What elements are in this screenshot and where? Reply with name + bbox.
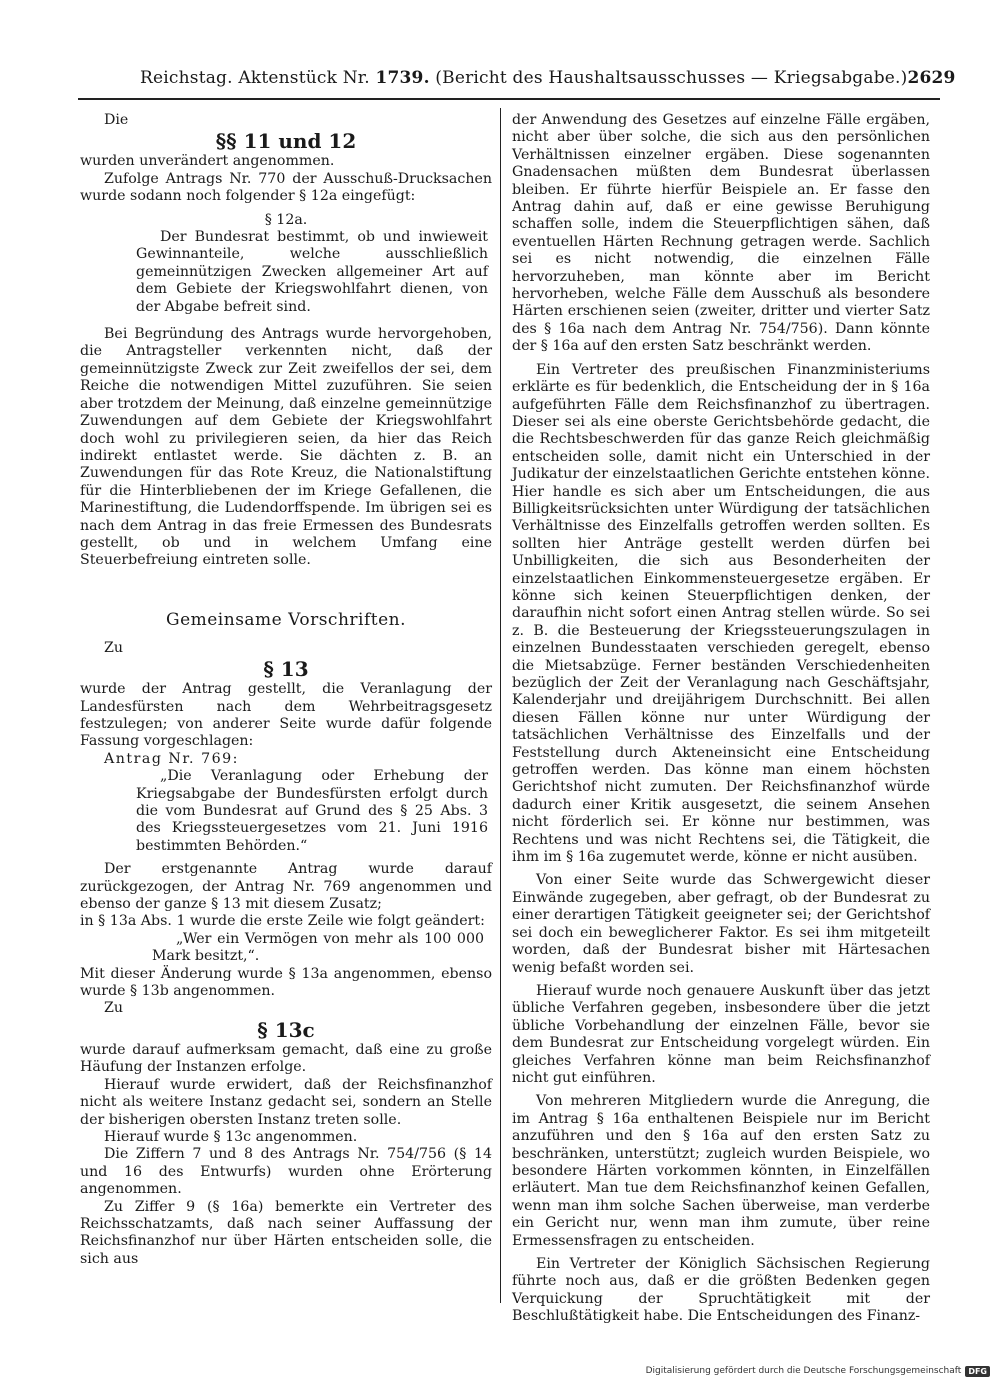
page-number: 2629 [907,68,956,88]
section-label-12a: § 12a. [264,211,308,228]
paragraph: Antrag Nr. 769: [104,750,239,767]
paragraph: Mit dieser Änderung wurde § 13a angenommen, ebenso wurde § 13b angenommen. [80,965,492,1000]
quoted-paragraph: „Die Veranlagung oder Erhebung der Kriegsabgabe der Bundesfürsten erfolgt durch die vom Bundesrat auf Grund des § 25 Abs. 3 des Kriegssteuergesetzes vom 21. Juni 1916 bestimmten Behörden.“ [136,768,488,854]
paragraph: wurde der Antrag gestellt, die Veranlagung der Landesfürsten nach dem Wehrbeitragsgesetz festzulegen; von anderer Seite wurde dafür folgende Fassung vorgeschlagen: [80,681,492,750]
paragraph: in § 13a Abs. 1 wurde die erste Zeile wie folgt geändert: [80,913,485,930]
paragraph: Zufolge Antrags Nr. 770 der Ausschuß-Drucksachen wurde sodann noch folgender § 12a eingefügt: [80,170,492,205]
header-title [140,68,907,88]
column-divider [500,108,501,1303]
paragraph: Zu Ziffer 9 (§ 16a) bemerkte ein Vertreter des Reichsschatzamts, daß nach seiner Auffassung der Reichsfinanzhof nur über Härten entscheiden solle, die sich aus [80,1198,492,1267]
paragraph: Die Ziffern 7 und 8 des Antrags Nr. 754/756 (§ 14 und 16 des Entwurfs) wurden ohne Erörterung angenommen. [80,1146,492,1198]
page-footer [620,1364,990,1378]
header-subtitle: (Bericht des Haushaltsausschusses — Kriegsabgabe.) [435,68,908,88]
right-column [512,112,930,1326]
paragraph: Hierauf wurde noch genauere Auskunft über das jetzt übliche Verfahren gegeben, insbesondere über die jetzt übliche Vorbehandlung der einzelnen Fälle, bevor sie dem Bundesrat zur Entscheidung vorgelegt würden. Ein gleiches Verfahren könne man beim Reichsfinanzhof nicht gut einführen. [512,982,930,1086]
section-heading-11-12: §§ 11 und 12 [215,129,357,154]
paragraph: Hierauf wurde erwidert, daß der Reichsfinanzhof nicht als weitere Instanz gedacht sei, sondern an Stelle der bisherigen obersten Instanz treten solle. [80,1076,492,1128]
left-column [80,112,492,1268]
paragraph: Von mehreren Mitgliedern wurde die Anregung, die im Antrag § 16a enthaltenen Beispiele nur im Bericht anzuführen und den § 16a auf den ersten Satz zu beschränken, unterstützt; zugleich wurden Beispiele, wo besondere Härten vorkommen könnten, in Einzelfällen erläutert. Man tue dem Reichsfinanzhof keinen Gefallen, wenn man ihm solche Sachen überweise, man verderbe ein Gericht nur, wenn man ihm zumute, über reine Ermessensfragen zu entscheiden. [512,1093,930,1249]
quoted-paragraph: Der Bundesrat bestimmt, ob und inwieweit Gewinnanteile, welche ausschließlich gemeinnützigen Zwecken allgemeiner Art auf dem Gebiete der Kriegswohlfahrt dienen, von der Abgabe befreit sind. [136,229,488,315]
paragraph: Zu [104,1000,123,1017]
paragraph: Die [104,112,129,128]
section-heading-13: § 13 [263,657,309,682]
quoted-paragraph: „Wer ein Vermögen von mehr als 100 000 Mark besitzt,“. [152,930,484,965]
paragraph: Ein Vertreter der Königlich Sächsischen Regierung führte noch aus, daß er die größten Bedenken gegen Verquickung der Spruchtätigkeit mit der Beschlußtätigkeit habe. Die Entscheidungen des Finanz- [512,1256,930,1325]
page-header [140,68,956,96]
paragraph: Bei Begründung des Antrags wurde hervorgehoben, die Antragsteller verkennten nicht, daß der gemeinnützigste Zweck zur Zeit zweifellos der sei, dem Reiche die notwendigen Mittel zuzuführen. Sie seien aber trotzdem der Meinung, daß einzelne gemeinnützige Zuwendungen auf dem Gebiete der Kriegswohlfahrt doch wohl zu privilegieren seien, da hier das Reich indirekt entlastet werde. Sie dächten z. B. an Zuwendungen für das Rote Kreuz, die Nationalstiftung für die Hinterbliebenen der im Kriege Gefallenen, die Marinestiftung, die Ludendorffspende. Im übrigen sei es nach dem Antrag in das freie Ermessen des Bundesrats gestellt, ob und in welchem Umfang eine Steuerbefreiung eintreten solle. [80,326,492,569]
paragraph: Ein Vertreter des preußischen Finanzministeriums erklärte es für bedenklich, die Entscheidung der in § 16a aufgeführten Fälle dem Reichsfinanzhof zu übertragen. Dieser sei als eine oberste Gerichtsbehörde gedacht, die die Rechtsbeschwerden für das ganze Reich gleichmäßig entscheiden solle, damit nicht ein Unterschied in der Judikatur der einzelstaatlichen Gerichte entstehen könne. Hier handle es sich aber um Entscheidungen, die aus Billigkeitsrücksichten unter Würdigung der tatsächlichen Verhältnisse des Einzelfalls getroffen werden sollten. Es sollten hier Anträge gestellt werden dürfen bei Unbilligkeiten, die sich aus Besonderheiten der einzelstaatlichen Einkommensteuergesetze ergäben. Er könne sich keinen Steuerpflichtigen denken, der daraufhin nicht sofort einen Antrag stellen würde. So sei z. B. die Besteuerung der Kriegssteuerungszulagen in einzelnen Bundesstaaten verschieden geregelt, ebenso die Mietsabzüge. Ferner beständen Verschiedenheiten bezüglich der Zeit der Veranlagung nach Geschäftsjahr, Kalenderjahr und dreijährigem Durchschnitt. Bei allen diesen Fällen könne nur unter Würdigung der tatsächlichen Verhältnisse des Einzelfalls und der Feststellung durch Akteneinsicht eine Entscheidung getroffen werden. Das könne man einem höchsten Gerichtshof nicht zumuten. Der Reichsfinanzhof würde dadurch einer Kritik ausgesetzt, die seinem Ansehen nicht förderlich sei. Er könne nur bestimmen, was Rechtens und was nicht Rechtens sei, die Tätigkeit, die ihm im § 16a zugemutet werde, könne er nicht ausüben. [512,361,930,866]
section-heading-13c: § 13c [257,1017,315,1042]
paragraph: wurden unverändert angenommen. [80,153,335,170]
paragraph: Der erstgenannte Antrag wurde darauf zurückgezogen, der Antrag Nr. 769 angenommen und ebenso der ganze § 13 mit diesem Zusatz; [80,861,492,913]
paragraph: wurde darauf aufmerksam gemacht, daß eine zu große Häufung der Instanzen erfolge. [80,1041,492,1076]
paragraph: Zu [104,639,123,656]
header-document-number: 1739. [375,68,430,88]
header-rule [78,98,940,100]
paragraph: Hierauf wurde § 13c angenommen. [104,1128,358,1145]
dfg-logo: DFG [965,1366,990,1377]
section-heading-common-rules: Gemeinsame Vorschriften. [165,609,407,630]
header-left-text: Reichstag. Aktenstück Nr. [140,68,370,88]
paragraph: der Anwendung des Gesetzes auf einzelne Fälle ergäben, nicht aber über solche, die sich aus den persönlichen Verhältnissen einzelner ergäben. Diese sogenannten Gnadensachen müßten dem Bundesrat überlassen bleiben. Er führte hierfür Beispiele an. Er fasse den Antrag dahin auf, daß er eine gewisse Beruhigung schaffen solle, indem die Steuerpflichtigen sähen, daß eventuellen Härten Rechnung getragen werde. Sachlich sei es nicht notwendig, die einzelnen Fälle hervorzuheben, man könnte aber im Bericht hervorheben, welche Fälle dem Ausschuß als besondere Härten erschienen seien (zweiter, dritter und vierter Satz des § 16a nach dem Antrag Nr. 754/756). Dann könnte der § 16a auf den ersten Satz beschränkt werden. [512,112,930,355]
paragraph: Von einer Seite wurde das Schwergewicht dieser Einwände zugegeben, aber gefragt, ob der Bundesrat zu einer derartigen Tätigkeit geeigneter sei; der Gerichtshof sei doch ein beweglicherer Faktor. Es sei ihm mitgeteilt worden, daß der Bundesrat bisher mit Härtesachen wenig befaßt worden sei. [512,872,930,976]
funding-note: Digitalisierung gefördert durch die Deutsche Forschungsgemeinschaft [645,1366,962,1376]
